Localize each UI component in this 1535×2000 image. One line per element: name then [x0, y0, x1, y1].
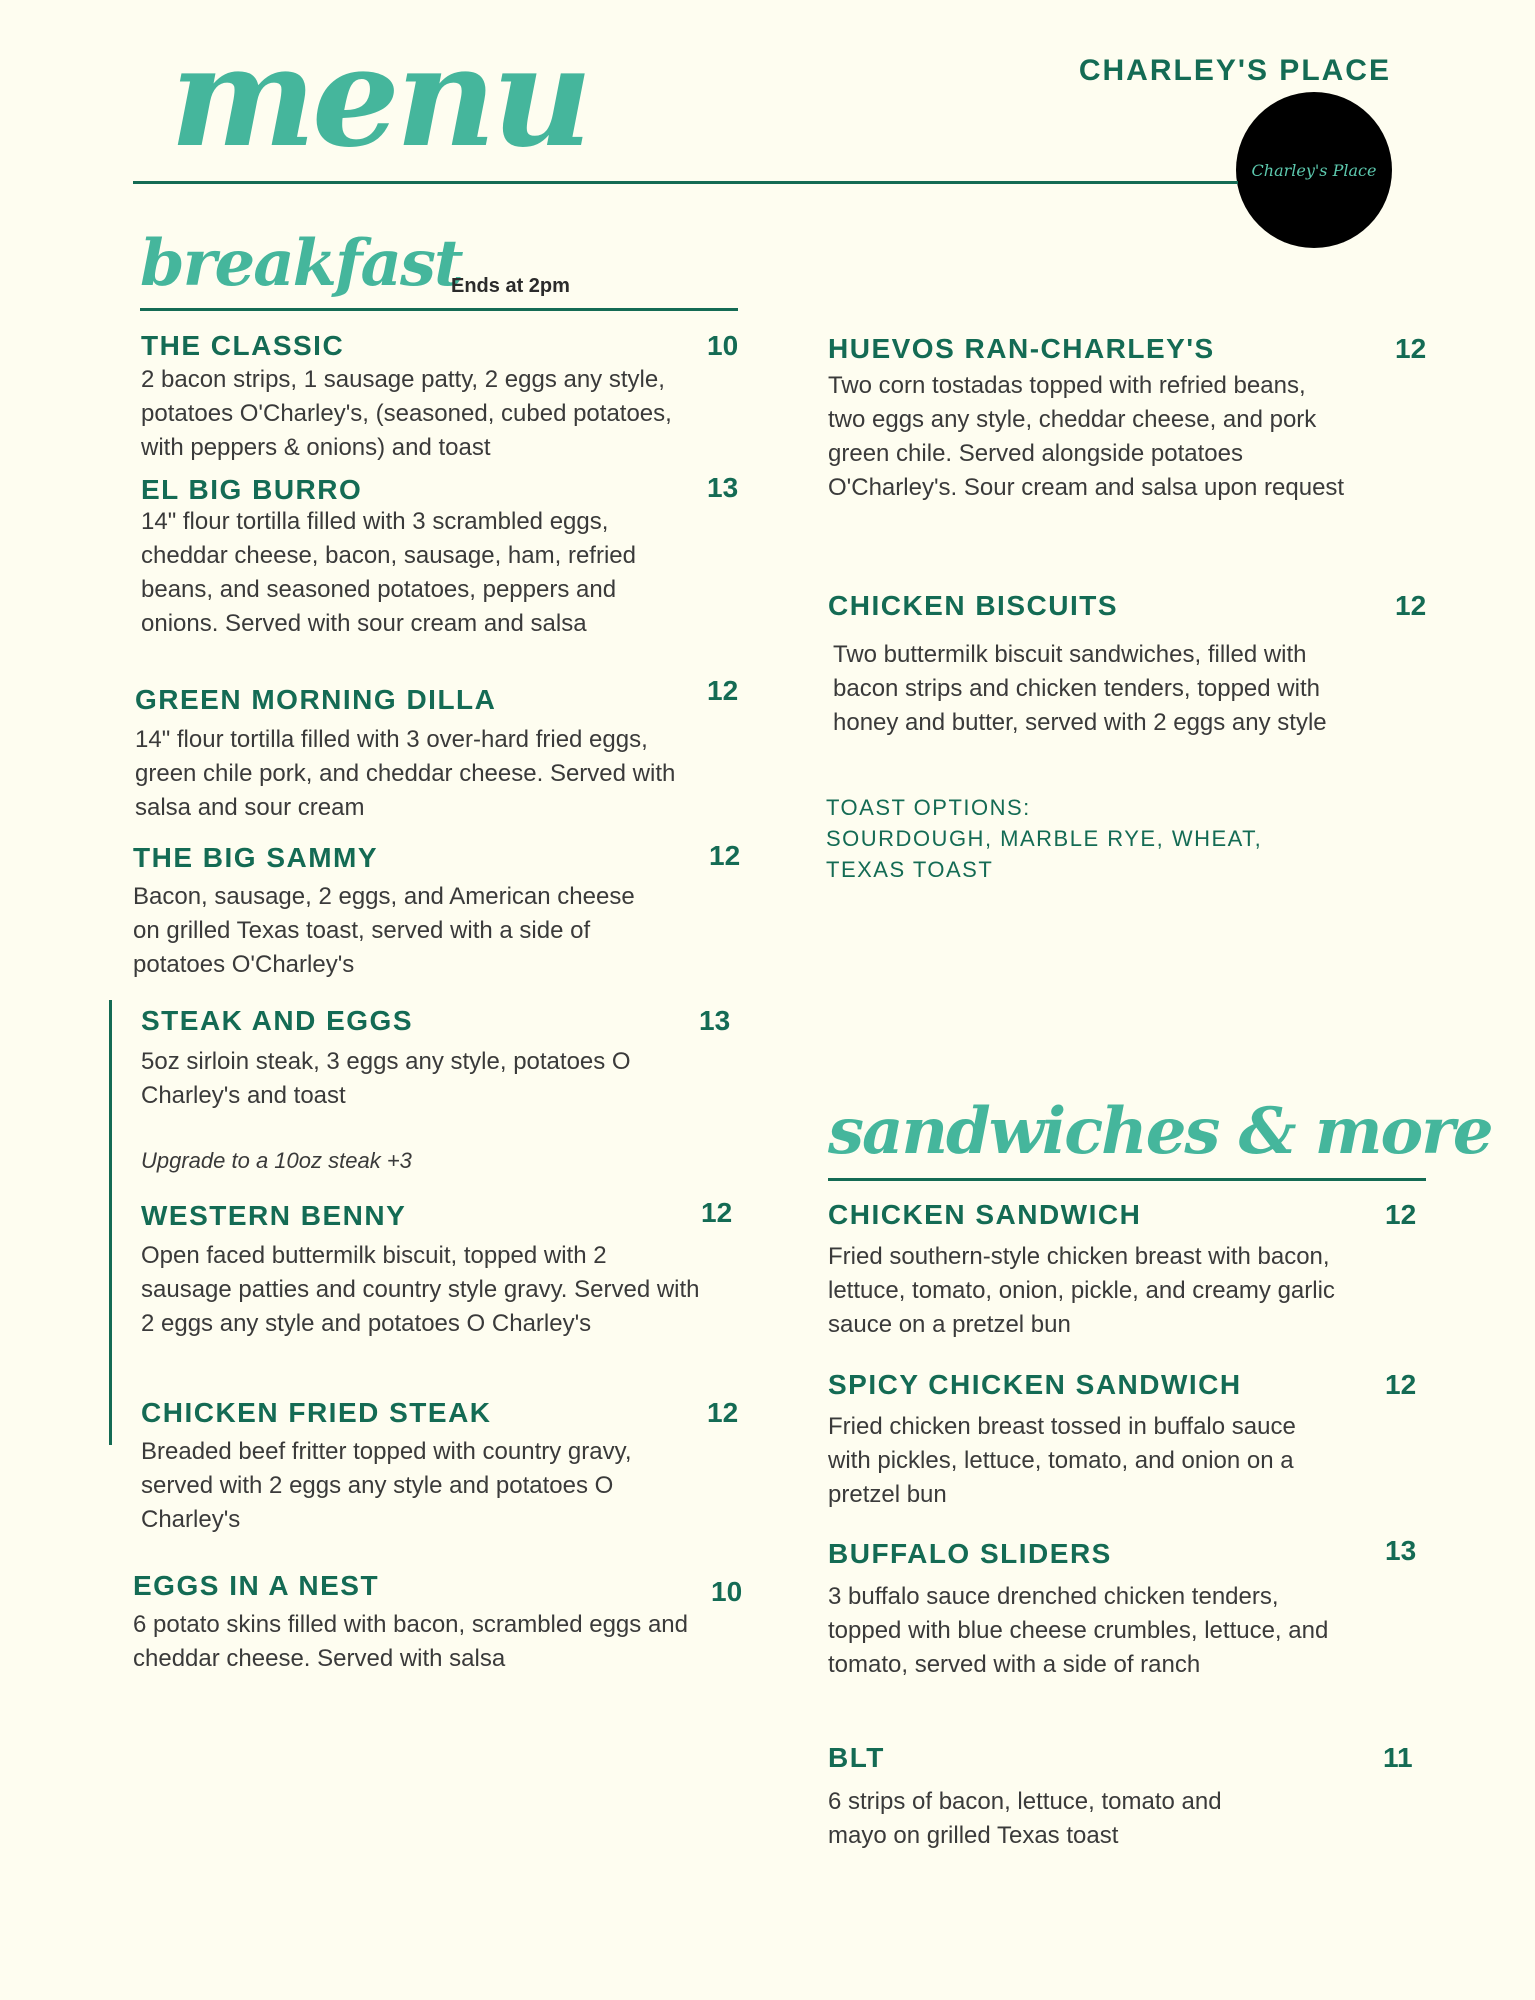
item-name-huevos-ran-charleys: HUEVOS RAN-CHARLEY'S — [828, 333, 1215, 364]
item-desc-buffalo-sliders: 3 buffalo sauce drenched chicken tenders, topped with blue cheese crumbles, lettuce, and tomato, served with a side of ranch — [828, 1583, 1329, 1678]
header-divider — [133, 181, 1238, 184]
item-name-green-morning-dilla: GREEN MORNING DILLA — [135, 684, 497, 715]
item-name-spicy-chicken-sandwich: SPICY CHICKEN SANDWICH — [828, 1369, 1242, 1400]
section-accent-bar — [109, 1000, 112, 1445]
item-price-chicken-fried-steak: 12 — [707, 1397, 739, 1428]
item-price-chicken-sandwich: 12 — [1385, 1199, 1417, 1230]
item-price-blt: 11 — [1383, 1742, 1413, 1773]
item-desc-huevos-ran-charleys: Two corn tostadas topped with refried beans, two eggs any style, cheddar cheese, and pork green chile. Served alongside potatoes O'Charley's. Sour cream and salsa upon request — [828, 372, 1345, 501]
logo — [1236, 92, 1392, 248]
item-price-western-benny: 12 — [701, 1197, 733, 1228]
item-name-chicken-sandwich: CHICKEN SANDWICH — [828, 1199, 1142, 1230]
item-desc-green-morning-dilla: 14" flour tortilla filled with 3 over-hard fried eggs, green chile pork, and cheddar cheese. Served with salsa and sour cream — [135, 726, 676, 821]
steak-upgrade-note: Upgrade to a 10oz steak +3 — [141, 1148, 412, 1173]
item-price-steak-and-eggs: 13 — [699, 1005, 731, 1036]
toast-options-label: TOAST OPTIONS: — [826, 795, 1031, 820]
breakfast-heading: breakfast — [140, 226, 462, 301]
item-price-eggs-in-a-nest: 10 — [711, 1576, 743, 1607]
item-desc-the-big-sammy: Bacon, sausage, 2 eggs, and American cheese on grilled Texas toast, served with a side of potatoes O'Charley's — [133, 883, 635, 978]
toast-options-line2: TEXAS TOAST — [826, 857, 994, 882]
item-price-the-classic: 10 — [707, 330, 739, 361]
sandwiches-heading: sandwiches & more — [828, 1094, 1492, 1169]
item-price-huevos-ran-charleys: 12 — [1395, 333, 1427, 364]
item-name-steak-and-eggs: STEAK AND EGGS — [141, 1005, 413, 1036]
item-desc-blt: 6 strips of bacon, lettuce, tomato and mayo on grilled Texas toast — [828, 1788, 1222, 1849]
item-desc-western-benny: Open faced buttermilk biscuit, topped with 2 sausage patties and country style gravy. Served with 2 eggs any style and potatoes O Charley's — [141, 1242, 700, 1337]
toast-options — [826, 792, 1262, 885]
item-name-buffalo-sliders: BUFFALO SLIDERS — [828, 1538, 1112, 1569]
logo-text: Charley's Place — [1251, 160, 1377, 180]
item-desc-spicy-chicken-sandwich: Fried chicken breast tossed in buffalo sauce with pickles, lettuce, tomato, and onion on a pretzel bun — [828, 1413, 1296, 1508]
item-desc-eggs-in-a-nest: 6 potato skins filled with bacon, scrambled eggs and cheddar cheese. Served with salsa — [133, 1611, 688, 1672]
item-price-buffalo-sliders: 13 — [1385, 1535, 1417, 1566]
item-name-el-big-burro: EL BIG BURRO — [141, 474, 363, 505]
item-price-the-big-sammy: 12 — [709, 840, 741, 871]
item-name-blt: BLT — [828, 1742, 885, 1773]
menu-title: menu — [170, 15, 589, 178]
item-name-eggs-in-a-nest: EGGS IN A NEST — [133, 1570, 380, 1601]
breakfast-note: Ends at 2pm — [451, 275, 570, 297]
item-name-the-big-sammy: THE BIG SAMMY — [133, 842, 379, 873]
item-name-chicken-fried-steak: CHICKEN FRIED STEAK — [141, 1397, 492, 1428]
item-price-chicken-biscuits: 12 — [1395, 590, 1427, 621]
item-desc-el-big-burro: 14" flour tortilla filled with 3 scrambled eggs, cheddar cheese, bacon, sausage, ham, refried beans, and seasoned potatoes, peppers and onions. Served with sour cream and salsa — [141, 508, 636, 637]
item-price-el-big-burro: 13 — [707, 472, 739, 503]
sandwiches-divider — [828, 1178, 1426, 1181]
item-desc-chicken-biscuits: Two buttermilk biscuit sandwiches, filled with bacon strips and chicken tenders, topped with honey and butter, served with 2 eggs any style — [833, 641, 1327, 736]
restaurant-name: CHARLEY'S PLACE — [1078, 54, 1391, 87]
item-name-chicken-biscuits: CHICKEN BISCUITS — [828, 590, 1119, 621]
item-price-spicy-chicken-sandwich: 12 — [1385, 1369, 1417, 1400]
item-price-green-morning-dilla: 12 — [707, 675, 739, 706]
toast-options-line1: SOURDOUGH, MARBLE RYE, WHEAT, — [826, 826, 1263, 851]
breakfast-divider — [140, 308, 738, 311]
item-desc-the-classic: 2 bacon strips, 1 sausage patty, 2 eggs any style, potatoes O'Charley's, (seasoned, cubed potatoes, with peppers & onions) and toast — [141, 366, 672, 461]
item-name-the-classic: THE CLASSIC — [141, 330, 345, 361]
item-desc-steak-and-eggs: 5oz sirloin steak, 3 eggs any style, potatoes O Charley's and toast — [141, 1048, 631, 1109]
item-desc-chicken-fried-steak: Breaded beef fritter topped with country gravy, served with 2 eggs any style and potatoes O Charley's — [141, 1438, 632, 1533]
item-name-western-benny: WESTERN BENNY — [141, 1200, 407, 1231]
item-desc-chicken-sandwich: Fried southern-style chicken breast with bacon, lettuce, tomato, onion, pickle, and creamy garlic sauce on a pretzel bun — [828, 1243, 1335, 1338]
